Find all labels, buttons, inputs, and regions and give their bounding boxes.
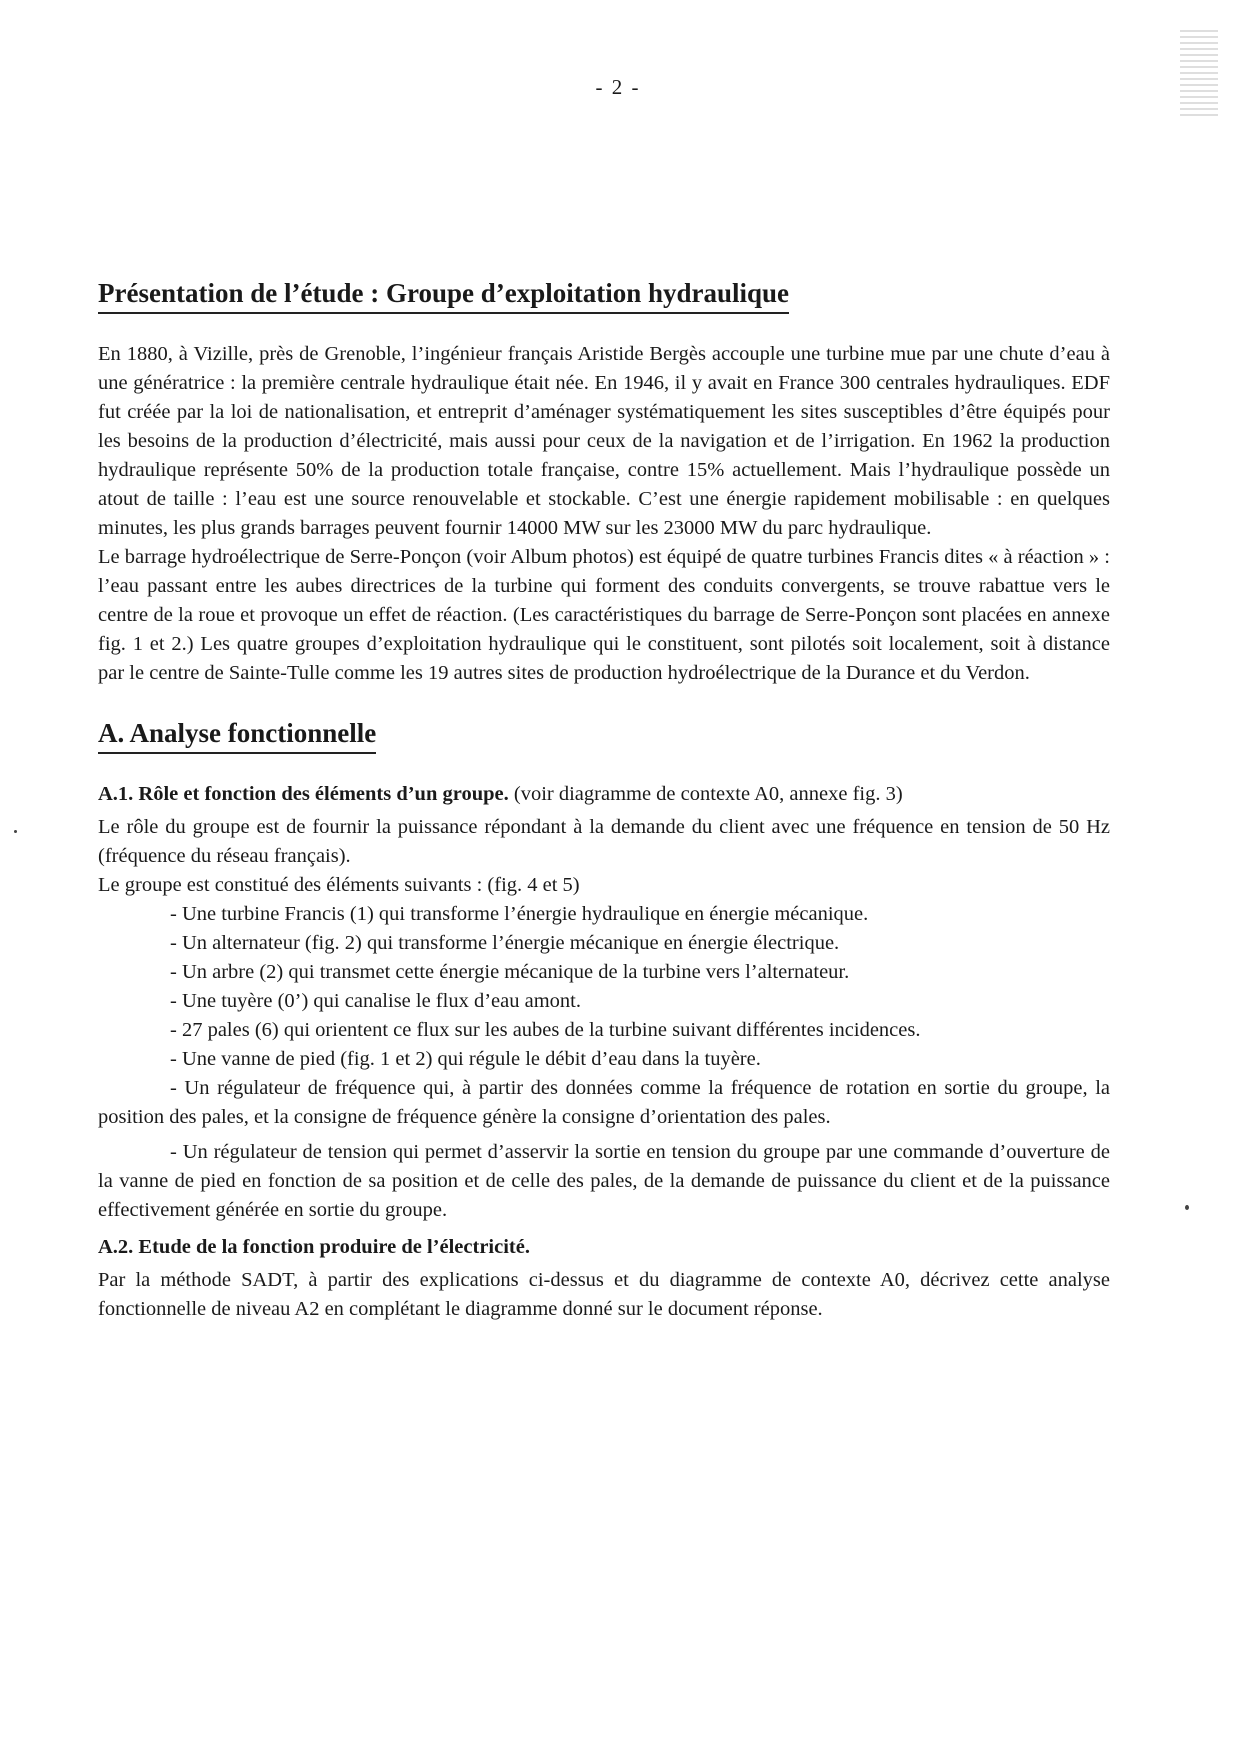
intro-paragraph-2: Le barrage hydroélectrique de Serre-Ponçon (voir Album photos) est équipé de quatre turbines Francis dites « à réaction » : l’eau passant entre les aubes directrices de la turbine qui forment des conduits convergents, se trouve rabattue vers le centre de la roue et provoque un effet de réaction. (Les caractéristiques du barrage de Serre-Ponçon sont placées en annexe fig. 1 et 2.) Les quatre groupes d’exploitation hydraulique qui le constituent, sont pilotés soit localement, soit à distance par le centre de Sainte-Tulle comme les 19 autres sites de production hydroélectrique de la Durance et du Verdon. — [98, 546, 1110, 684]
list-item: - Un régulateur de fréquence qui, à partir des données comme la fréquence de rotation en sortie du groupe, la position des pales, et la consigne de fréquence génère la consigne d’orientation des pales. — [98, 1077, 1110, 1128]
a2-heading-line — [98, 1233, 1110, 1262]
list-item: - Un arbre (2) qui transmet cette énergie mécanique de la turbine vers l’alternateur. — [170, 961, 850, 983]
section-a-title: A. Analyse fonctionnelle — [98, 716, 376, 754]
document-body — [98, 276, 1110, 1324]
intro-paragraph-1: En 1880, à Vizille, près de Grenoble, l’ingénieur français Aristide Bergès accouple une turbine mue par une chute d’eau à une génératrice : la première centrale hydraulique était née. En 1946, il y avait en France 300 centrales hydrauliques. EDF fut créée par la loi de nationalisation, et entreprit d’aménager systématiquement les sites susceptibles d’être équipés pour les besoins de la production d’électricité, mais aussi pour ceux de la navigation et de l’irrigation. En 1962 la production hydraulique représente 50% de la production totale française, contre 15% actuellement. Mais l’hydraulique possède un atout de taille : l’eau est une source renouvelable et stockable. C’est une énergie rapidement mobilisable : en quelques minutes, les plus grands barrages peuvent fournir 14000 MW sur les 23000 MW du parc hydraulique. — [98, 343, 1110, 539]
component-list — [98, 900, 1110, 1225]
scan-dot — [1185, 1205, 1189, 1210]
a1-list-intro: Le groupe est constitué des éléments suivants : (fig. 4 et 5) — [98, 874, 580, 896]
list-item: - Une turbine Francis (1) qui transforme l’énergie hydraulique en énergie mécanique. — [170, 903, 869, 925]
scan-dot — [14, 830, 17, 833]
a2-heading: A.2. Etude de la fonction produire de l’électricité. — [98, 1236, 530, 1258]
intro-title: Présentation de l’étude : Groupe d’exploitation hydraulique — [98, 276, 789, 314]
list-item: - Un alternateur (fig. 2) qui transforme l’énergie mécanique en énergie électrique. — [170, 932, 840, 954]
a2-text: Par la méthode SADT, à partir des explications ci-dessus et du diagramme de contexte A0, décrivez cette analyse fonctionnelle de niveau A2 en complétant le diagramme donné sur le document réponse. — [98, 1269, 1110, 1320]
list-item: - Un régulateur de tension qui permet d’asservir la sortie en tension du groupe par une commande d’ouverture de la vanne de pied en fonction de sa position et de celle des pales, de la demande de puissance du client et de la puissance effectivement générée en sortie du groupe. — [98, 1141, 1110, 1221]
a1-heading: A.1. Rôle et fonction des éléments d’un groupe. — [98, 783, 509, 805]
list-item: - Une tuyère (0’) qui canalise le flux d’eau amont. — [170, 990, 581, 1012]
a1-role-text: Le rôle du groupe est de fournir la puissance répondant à la demande du client avec une fréquence en tension de 50 Hz (fréquence du réseau français). — [98, 816, 1110, 867]
a1-heading-note: (voir diagramme de contexte A0, annexe fig. 3) — [513, 783, 903, 805]
list-item: - Une vanne de pied (fig. 1 et 2) qui régule le débit d’eau dans la tuyère. — [170, 1048, 761, 1070]
page-number: - 2 - — [595, 75, 641, 99]
list-item: - 27 pales (6) qui orientent ce flux sur les aubes de la turbine suivant différentes incidences. — [170, 1019, 921, 1041]
a1-heading-line — [98, 780, 1110, 809]
